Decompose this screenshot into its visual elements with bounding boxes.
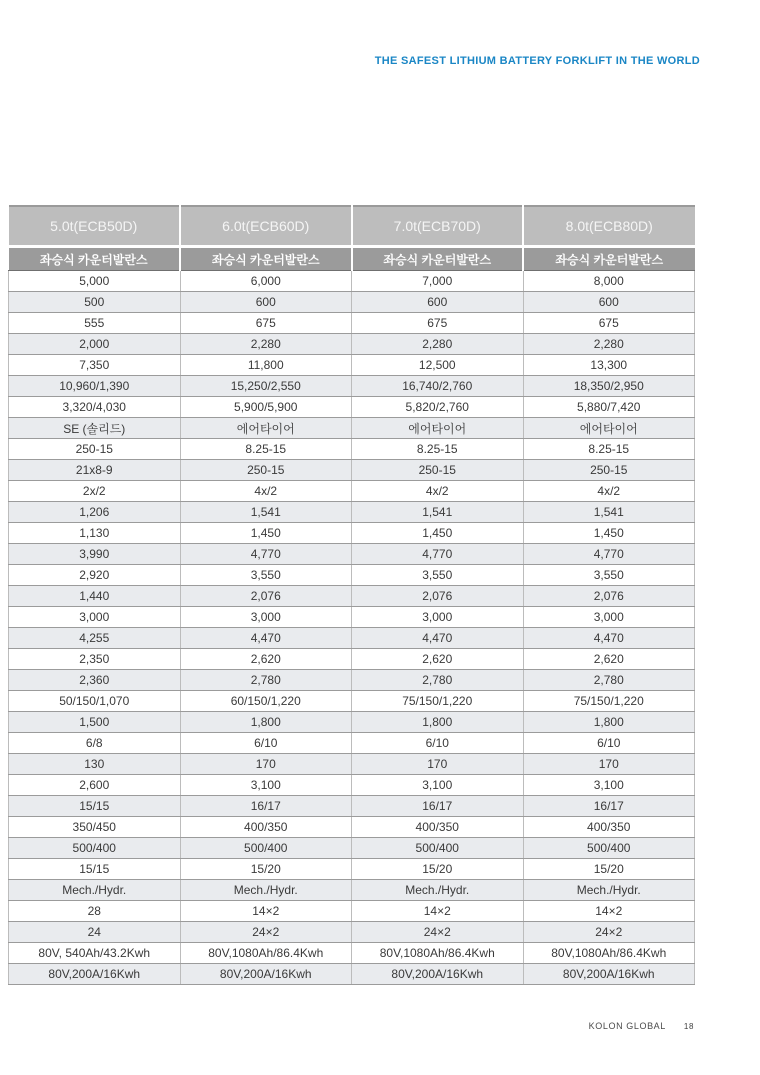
spec-cell: 10,960/1,390 [9, 376, 181, 397]
spec-row [9, 481, 695, 502]
spec-row [9, 523, 695, 544]
spec-cell: 6/10 [180, 733, 352, 754]
spec-row [9, 922, 695, 943]
spec-cell: 2,076 [523, 586, 695, 607]
spec-row [9, 313, 695, 334]
spec-cell: 400/350 [352, 817, 524, 838]
spec-cell: 1,541 [523, 502, 695, 523]
spec-cell: 80V,200A/16Kwh [352, 964, 524, 985]
spec-cell: 2,360 [9, 670, 181, 691]
spec-row [9, 712, 695, 733]
spec-cell: 8.25-15 [523, 439, 695, 460]
spec-cell: 250-15 [523, 460, 695, 481]
spec-cell: 80V,1080Ah/86.4Kwh [523, 943, 695, 964]
spec-cell: 15/20 [523, 859, 695, 880]
spec-cell: 250-15 [180, 460, 352, 481]
spec-cell: 2,280 [180, 334, 352, 355]
spec-cell: 4x/2 [523, 481, 695, 502]
spec-cell: 16/17 [180, 796, 352, 817]
spec-cell: 24×2 [180, 922, 352, 943]
column-header-model-2: 7.0t(ECB70D) [352, 206, 524, 247]
spec-cell: 8,000 [523, 271, 695, 292]
spec-cell: 3,000 [352, 607, 524, 628]
spec-cell: 6,000 [180, 271, 352, 292]
spec-row [9, 943, 695, 964]
spec-cell: 6/10 [352, 733, 524, 754]
spec-cell: 80V,200A/16Kwh [523, 964, 695, 985]
column-header-type-2: 좌승식 카운터발란스 [352, 247, 524, 271]
column-header-type-0: 좌승식 카운터발란스 [9, 247, 181, 271]
spec-cell: 3,100 [352, 775, 524, 796]
spec-cell: 6/8 [9, 733, 181, 754]
spec-cell: 500/400 [9, 838, 181, 859]
spec-row [9, 565, 695, 586]
spec-cell: 80V,200A/16Kwh [9, 964, 181, 985]
spec-row [9, 628, 695, 649]
spec-cell: 2,280 [352, 334, 524, 355]
spec-row [9, 691, 695, 712]
spec-cell: 4,770 [180, 544, 352, 565]
spec-cell: 1,450 [352, 523, 524, 544]
spec-cell: 1,450 [180, 523, 352, 544]
spec-cell: 600 [180, 292, 352, 313]
spec-cell: 1,800 [180, 712, 352, 733]
spec-cell: 80V,1080Ah/86.4Kwh [352, 943, 524, 964]
spec-cell: 600 [352, 292, 524, 313]
spec-cell: 2,620 [180, 649, 352, 670]
spec-cell: 15,250/2,550 [180, 376, 352, 397]
spec-cell: 4,770 [352, 544, 524, 565]
spec-row [9, 586, 695, 607]
spec-cell: 15/15 [9, 796, 181, 817]
column-header-model-0: 5.0t(ECB50D) [9, 206, 181, 247]
spec-row [9, 775, 695, 796]
page-footer [589, 1021, 694, 1031]
spec-cell: 2,600 [9, 775, 181, 796]
spec-cell: 5,820/2,760 [352, 397, 524, 418]
page-banner-title: THE SAFEST LITHIUM BATTERY FORKLIFT IN THE WORLD [374, 55, 700, 67]
spec-cell: 675 [523, 313, 695, 334]
spec-row [9, 796, 695, 817]
spec-row [9, 838, 695, 859]
spec-cell: 2,076 [352, 586, 524, 607]
spec-cell: 5,900/5,900 [180, 397, 352, 418]
spec-cell: 1,500 [9, 712, 181, 733]
spec-cell: 21x8-9 [9, 460, 181, 481]
spec-cell: SE (솔리드) [9, 418, 181, 439]
spec-cell: 4x/2 [180, 481, 352, 502]
spec-cell: 7,000 [352, 271, 524, 292]
spec-cell: 1,800 [352, 712, 524, 733]
spec-cell: 2,920 [9, 565, 181, 586]
spec-cell: 2,350 [9, 649, 181, 670]
spec-cell: Mech./Hydr. [180, 880, 352, 901]
spec-cell: 15/20 [180, 859, 352, 880]
spec-row [9, 418, 695, 439]
spec-cell: 3,000 [9, 607, 181, 628]
spec-cell: 5,000 [9, 271, 181, 292]
spec-cell: Mech./Hydr. [523, 880, 695, 901]
spec-cell: 8.25-15 [352, 439, 524, 460]
spec-cell: 675 [352, 313, 524, 334]
spec-cell: 4,470 [352, 628, 524, 649]
spec-cell: 500 [9, 292, 181, 313]
spec-cell: 13,300 [523, 355, 695, 376]
spec-row [9, 649, 695, 670]
spec-cell: 11,800 [180, 355, 352, 376]
model-header-row [9, 206, 695, 247]
spec-cell: 15/20 [352, 859, 524, 880]
spec-cell: 에어타이어 [352, 418, 524, 439]
spec-row [9, 334, 695, 355]
spec-cell: 2,620 [352, 649, 524, 670]
type-header-row [9, 247, 695, 271]
spec-cell: 3,000 [523, 607, 695, 628]
spec-cell: 2x/2 [9, 481, 181, 502]
spec-row [9, 502, 695, 523]
spec-table-header [9, 206, 695, 271]
spec-cell: 500/400 [523, 838, 695, 859]
spec-cell: 50/150/1,070 [9, 691, 181, 712]
spec-cell: 80V,200A/16Kwh [180, 964, 352, 985]
spec-cell: 1,800 [523, 712, 695, 733]
spec-row [9, 901, 695, 922]
spec-cell: 400/350 [523, 817, 695, 838]
spec-row [9, 670, 695, 691]
spec-cell: Mech./Hydr. [352, 880, 524, 901]
spec-cell: 12,500 [352, 355, 524, 376]
spec-cell: 675 [180, 313, 352, 334]
spec-cell: 1,440 [9, 586, 181, 607]
spec-cell: 600 [523, 292, 695, 313]
spec-cell: 16/17 [352, 796, 524, 817]
spec-row [9, 460, 695, 481]
spec-cell: 28 [9, 901, 181, 922]
spec-cell: 3,100 [180, 775, 352, 796]
forklift-spec-table [8, 205, 695, 985]
spec-cell: 3,990 [9, 544, 181, 565]
spec-cell: 3,550 [523, 565, 695, 586]
spec-cell: 2,000 [9, 334, 181, 355]
spec-cell: 2,280 [523, 334, 695, 355]
spec-cell: Mech./Hydr. [9, 880, 181, 901]
spec-row [9, 544, 695, 565]
spec-cell: 2,780 [523, 670, 695, 691]
spec-row [9, 880, 695, 901]
spec-cell: 500/400 [180, 838, 352, 859]
spec-cell: 4,255 [9, 628, 181, 649]
spec-row [9, 754, 695, 775]
column-header-model-1: 6.0t(ECB60D) [180, 206, 352, 247]
spec-cell: 에어타이어 [180, 418, 352, 439]
spec-cell: 2,620 [523, 649, 695, 670]
spec-cell: 555 [9, 313, 181, 334]
spec-cell: 400/350 [180, 817, 352, 838]
spec-row [9, 397, 695, 418]
spec-cell: 5,880/7,420 [523, 397, 695, 418]
spec-cell: 250-15 [9, 439, 181, 460]
spec-cell: 1,206 [9, 502, 181, 523]
spec-cell: 170 [352, 754, 524, 775]
spec-cell: 75/150/1,220 [352, 691, 524, 712]
spec-cell: 3,550 [352, 565, 524, 586]
spec-cell: 16/17 [523, 796, 695, 817]
spec-row [9, 376, 695, 397]
spec-row [9, 964, 695, 985]
spec-cell: 3,320/4,030 [9, 397, 181, 418]
spec-row [9, 859, 695, 880]
spec-cell: 1,130 [9, 523, 181, 544]
spec-cell: 2,780 [180, 670, 352, 691]
spec-cell: 130 [9, 754, 181, 775]
spec-cell: 250-15 [352, 460, 524, 481]
spec-table-body [9, 271, 695, 985]
spec-cell: 1,541 [180, 502, 352, 523]
footer-page-number: 18 [683, 1022, 694, 1031]
spec-cell: 170 [180, 754, 352, 775]
spec-cell: 2,076 [180, 586, 352, 607]
spec-cell: 16,740/2,760 [352, 376, 524, 397]
spec-cell: 170 [523, 754, 695, 775]
spec-cell: 14×2 [523, 901, 695, 922]
spec-cell: 75/150/1,220 [523, 691, 695, 712]
column-header-type-3: 좌승식 카운터발란스 [523, 247, 695, 271]
spec-cell: 2,780 [352, 670, 524, 691]
spec-cell: 4,770 [523, 544, 695, 565]
spec-cell: 4x/2 [352, 481, 524, 502]
spec-cell: 1,541 [352, 502, 524, 523]
column-header-model-3: 8.0t(ECB80D) [523, 206, 695, 247]
spec-cell: 4,470 [523, 628, 695, 649]
spec-cell: 3,000 [180, 607, 352, 628]
spec-row [9, 733, 695, 754]
spec-row [9, 355, 695, 376]
spec-cell: 24×2 [352, 922, 524, 943]
spec-cell: 에어타이어 [523, 418, 695, 439]
spec-cell: 500/400 [352, 838, 524, 859]
footer-brand: KOLON GLOBAL [588, 1021, 666, 1031]
spec-cell: 4,470 [180, 628, 352, 649]
spec-cell: 3,550 [180, 565, 352, 586]
spec-cell: 14×2 [352, 901, 524, 922]
spec-row [9, 271, 695, 292]
spec-row [9, 292, 695, 313]
spec-cell: 7,350 [9, 355, 181, 376]
spec-cell: 60/150/1,220 [180, 691, 352, 712]
column-header-type-1: 좌승식 카운터발란스 [180, 247, 352, 271]
spec-cell: 18,350/2,950 [523, 376, 695, 397]
spec-row [9, 607, 695, 628]
spec-cell: 6/10 [523, 733, 695, 754]
spec-cell: 24 [9, 922, 181, 943]
spec-cell: 80V,1080Ah/86.4Kwh [180, 943, 352, 964]
spec-row [9, 817, 695, 838]
spec-cell: 1,450 [523, 523, 695, 544]
spec-cell: 350/450 [9, 817, 181, 838]
spec-row [9, 439, 695, 460]
spec-cell: 80V, 540Ah/43.2Kwh [9, 943, 181, 964]
spec-cell: 8.25-15 [180, 439, 352, 460]
spec-cell: 14×2 [180, 901, 352, 922]
spec-cell: 24×2 [523, 922, 695, 943]
spec-cell: 3,100 [523, 775, 695, 796]
spec-cell: 15/15 [9, 859, 181, 880]
